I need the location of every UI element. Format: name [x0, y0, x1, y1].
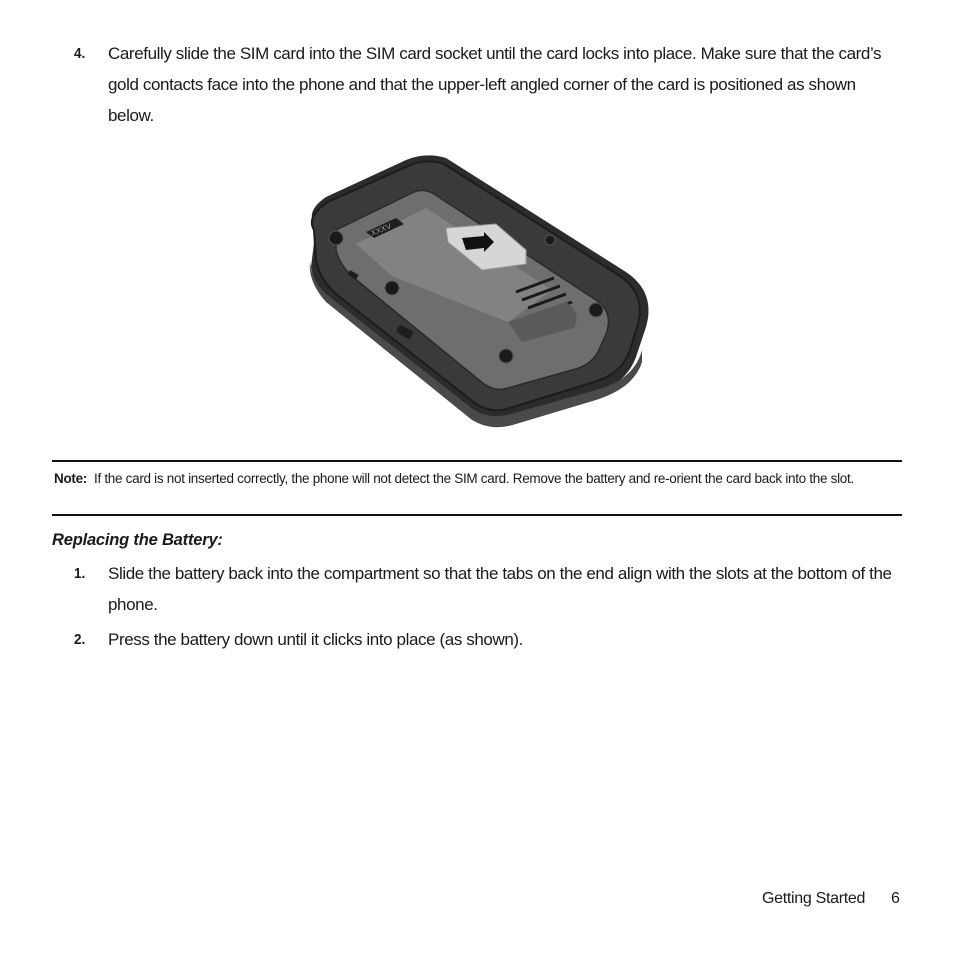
- sim-card-insertion-illustration: [296, 152, 658, 428]
- battery-compartment: [336, 190, 608, 389]
- note-label: Note:: [54, 471, 87, 486]
- step-number: 4.: [74, 45, 86, 62]
- instruction-step: [74, 558, 904, 620]
- svg-text:XXXV: XXXV: [369, 221, 393, 238]
- section-heading: Replacing the Battery:: [52, 531, 223, 549]
- step-text: Carefully slide the SIM card into the SIM card socket until the card locks into place. Make sure that the card’s gold contacts face into the phone and that the upper-left angled corner of the card is positioned as shown below.: [108, 44, 882, 125]
- step-number: 2.: [74, 631, 86, 648]
- note-bottom-rule: [52, 514, 902, 516]
- instruction-step: [74, 38, 904, 131]
- footer-page-number: 6: [891, 890, 900, 907]
- note-top-rule: [52, 460, 902, 462]
- note-text: If the card is not inserted correctly, the phone will not detect the SIM card. Remove the battery and re-orient the card back into the slot.: [94, 471, 854, 486]
- footer-section-name: Getting Started: [762, 890, 866, 907]
- instruction-step: [74, 624, 904, 655]
- step-text: Slide the battery back into the compartment so that the tabs on the end align with the slots at the bottom of the phone.: [108, 564, 892, 614]
- step-number: 1.: [74, 565, 86, 582]
- note-block: [54, 470, 894, 487]
- step-text: Press the battery down until it clicks into place (as shown).: [108, 630, 523, 649]
